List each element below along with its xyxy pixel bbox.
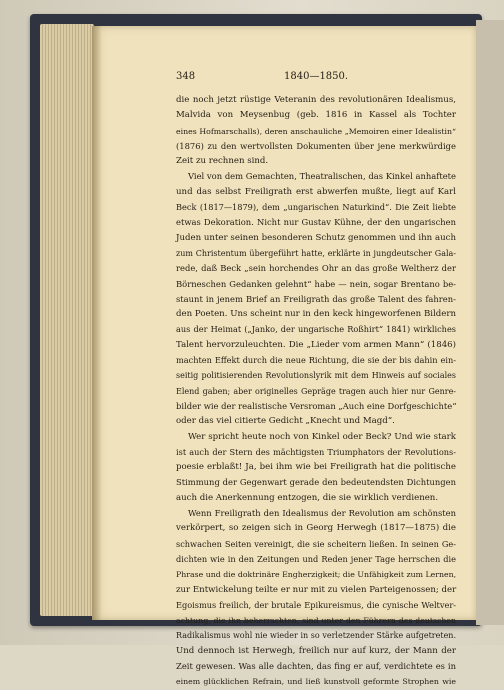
text-line: Radikalismus wohl nie wieder in so verletzender Stärke aufgetreten. bbox=[176, 631, 456, 641]
text-line: Malvida von Meysenbug (geb. 1816 in Kassel als Tochter bbox=[176, 110, 456, 121]
text-line: Beck (1817—1879), dem „ungarischen Naturkind“. Die Zeit liebte bbox=[176, 202, 456, 213]
text-line: Talent hervorzuleuchten. Die „Lieder vom armen Mann“ (1846) bbox=[176, 339, 456, 350]
text-line: aus der Heimat („Janko, der ungarische Roßhirt“ 1841) wirkliches bbox=[176, 324, 456, 335]
text-line: ist auch der Stern des mächtigsten Triumphators der Revolutions- bbox=[176, 446, 456, 457]
text-line: einem glücklichen Refrain, und ließ kunstvoll geformte Strophen wie bbox=[176, 677, 456, 687]
text-line: Und dennoch ist Herwegh, freilich nur auf kurz, der Mann der bbox=[176, 645, 456, 656]
text-line: achtung, die ihn beherrschten, sind unter den Führern des deutschen bbox=[176, 616, 456, 626]
text-line: Egoismus freilich, der brutale Epikureismus, die cynische Weltver- bbox=[176, 599, 456, 610]
text-line: Elend gaben; aber originelles Gepräge tragen auch hier nur Genre- bbox=[176, 386, 456, 396]
scan-margin bbox=[476, 20, 504, 625]
text-line: dichten wie in den Zeitungen und Reden jener Tage herrschen die bbox=[176, 553, 456, 564]
text-line: bilder wie der realistische Versroman „Auch eine Dorfgeschichte“ bbox=[176, 400, 457, 411]
text-line: (1876) zu den wertvollsten Dokumenten über jene merkwürdige bbox=[176, 140, 456, 151]
page-edges bbox=[40, 24, 94, 616]
text-line: Juden unter seinen besonderen Schutz genommen und ihn auch bbox=[176, 232, 456, 243]
text-line: auch die Anerkennung entzogen, die sie wirklich verdienen. bbox=[176, 492, 439, 503]
text-line: zur Entwickelung teilte er nur mit zu vielen Parteigenossen; der bbox=[176, 584, 457, 595]
text-line: Stimmung der Gegenwart gerade den bedeutendsten Dichtungen bbox=[176, 477, 456, 488]
text-line: und das selbst Freiligrath erst abwerfen mußte, liegt auf Karl bbox=[176, 186, 456, 197]
text-line: poesie erblaßt! Ja, bei ihm wie bei Freiligrath hat die politische bbox=[176, 462, 456, 473]
text-line: Viel von dem Gemachten, Theatralischen, das Kinkel anhaftete bbox=[188, 171, 456, 182]
text-line: Phrase und die doktrinäre Engherzigkeit; die Unfähigkeit zum Lernen, bbox=[176, 570, 457, 580]
text-line: Wer spricht heute noch von Kinkel oder Beck? Und wie stark bbox=[188, 431, 456, 442]
text-line: Zeit gewesen. Was alle dachten, das fing er auf, verdichtete es in bbox=[176, 660, 456, 671]
page-gutter-shadow bbox=[92, 26, 102, 620]
text-line: eines Hofmarschalls), deren anschauliche „Memoiren einer Idealistin“ bbox=[176, 126, 456, 136]
running-head: 1840—1850. bbox=[284, 71, 349, 82]
text-line: rede, daß Beck „sein horchendes Ohr an das große Weltherz der bbox=[176, 263, 456, 274]
text-line: den Poeten. Uns scheint nur in den keck hingeworfenen Bildern bbox=[176, 309, 456, 320]
text-line: staunt in jenem Brief an Freiligrath das große Talent des fahren- bbox=[176, 293, 456, 304]
text-line: machten Effekt durch die neue Richtung, die sie der bis dahin ein- bbox=[176, 355, 456, 366]
text-line: schwachen Seiten vereinigt, die sie scheitern ließen. In seinen Ge- bbox=[176, 538, 456, 549]
text-line: Wenn Freiligrath den Idealismus der Revolution am schönsten bbox=[188, 508, 456, 519]
text-line: Zeit zu rechnen sind. bbox=[176, 156, 269, 167]
body-text bbox=[176, 93, 456, 690]
text-line: seitig politisierenden Revolutionslyrik mit dem Hinweis auf sociales bbox=[176, 371, 456, 381]
text-line: Börneschen Gedanken gelehnt“ habe — nein, sogar Brentano be- bbox=[176, 278, 456, 289]
text-line: zum Christentum übergeführt hatte, erklärte in jungdeutscher Gala- bbox=[176, 248, 456, 258]
text-line: verkörpert, so zeigen sich in Georg Herwegh (1817—1875) die bbox=[176, 523, 456, 534]
text-line: oder das viel citierte Gedicht „Knecht und Magd“. bbox=[176, 416, 395, 427]
text-line: die noch jetzt rüstige Veteranin des revolutionären Idealismus, bbox=[176, 95, 456, 105]
text-line: etwas Dekoration. Nicht nur Gustav Kühne, der den ungarischen bbox=[176, 217, 456, 228]
page-header bbox=[176, 71, 454, 85]
page-number: 348 bbox=[176, 71, 196, 82]
